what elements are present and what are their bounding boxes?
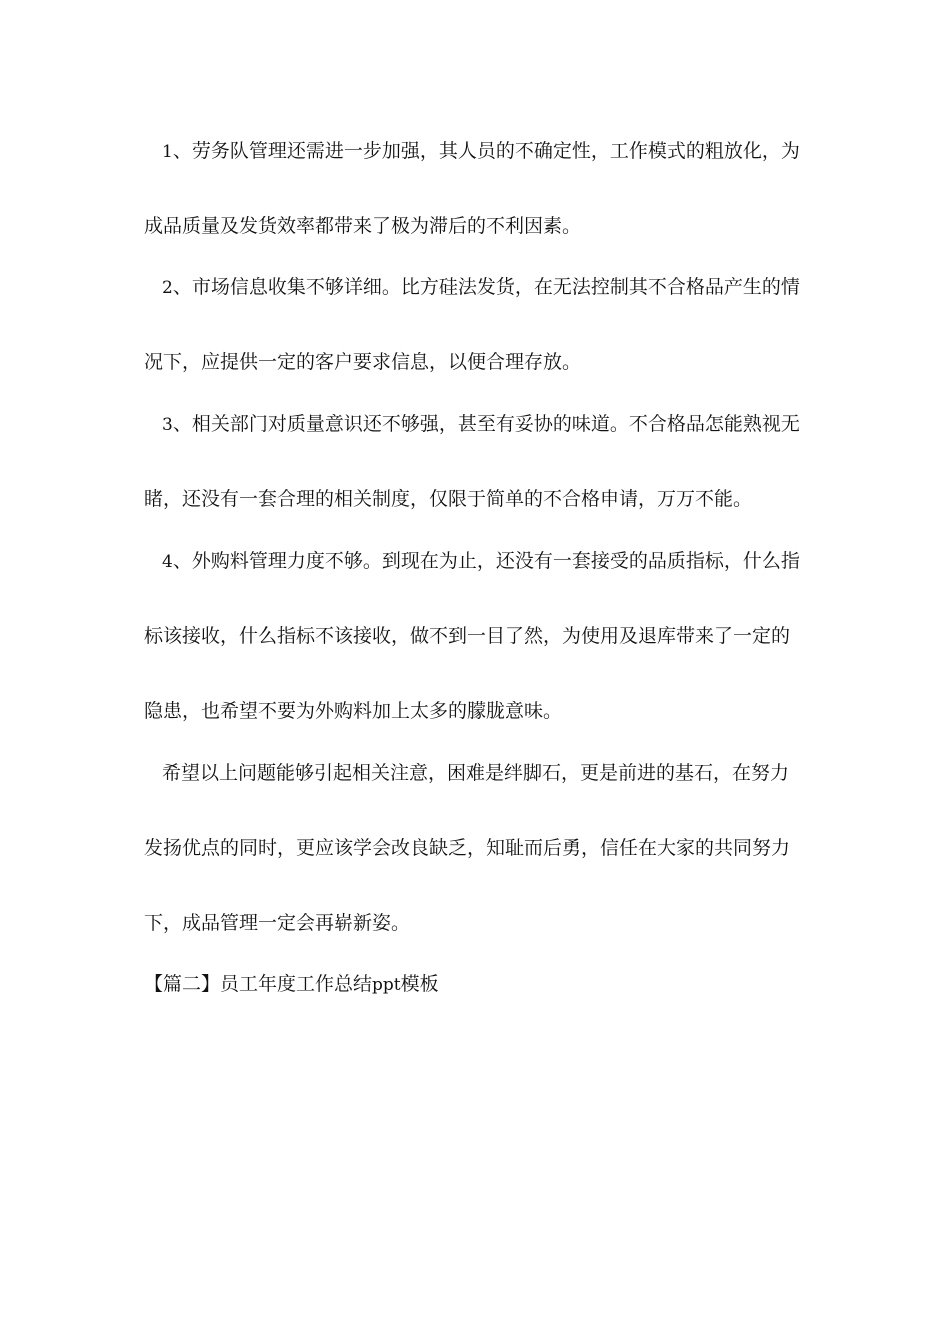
paragraph-3-line-2: 睹，还没有一套合理的相关制度，仅限于简单的不合格申请，万万不能。 bbox=[144, 488, 753, 510]
paragraph-1-line-2: 成品质量及发货效率都带来了极为滞后的不利因素。 bbox=[144, 215, 582, 237]
line-text: 、市场信息收集不够详细。比方硅法发货，在无法控制其不合格品产生的情 bbox=[172, 276, 800, 298]
section-heading-prefix: 【篇二】员工年度工作总结 bbox=[144, 973, 373, 995]
paragraph-3-line-1 bbox=[162, 410, 832, 439]
paragraph-2-line-1 bbox=[162, 273, 832, 302]
section-heading bbox=[144, 970, 814, 999]
list-number: 3 bbox=[162, 415, 173, 435]
closing-paragraph-line-2: 发扬优点的同时，更应该学会改良缺乏，知耻而后勇，信任在大家的共同努力 bbox=[144, 837, 791, 859]
line-text: 、劳务队管理还需进一步加强，其人员的不确定性，工作模式的粗放化，为 bbox=[172, 140, 800, 162]
section-heading-latin: ppt bbox=[372, 975, 401, 995]
paragraph-4-line-1 bbox=[162, 547, 832, 576]
list-number: 1 bbox=[162, 142, 173, 162]
paragraph-1-line-1 bbox=[162, 137, 832, 166]
closing-paragraph-line-1: 希望以上问题能够引起相关注意，困难是绊脚石，更是前进的基石，在努力 bbox=[162, 762, 790, 784]
paragraph-4-line-2: 标该接收，什么指标不该接收，做不到一目了然，为使用及退库带来了一定的 bbox=[144, 625, 791, 647]
list-number: 4 bbox=[162, 552, 173, 572]
paragraph-4-line-3: 隐患，也希望不要为外购料加上太多的朦胧意味。 bbox=[144, 700, 563, 722]
list-number: 2 bbox=[162, 278, 173, 298]
paragraph-2-line-2: 况下，应提供一定的客户要求信息，以便合理存放。 bbox=[144, 351, 582, 373]
line-text: 、外购料管理力度不够。到现在为止，还没有一套接受的品质指标，什么指 bbox=[172, 550, 800, 572]
section-heading-suffix: 模板 bbox=[400, 973, 439, 995]
line-text: 、相关部门对质量意识还不够强，甚至有妥协的味道。不合格品怎能熟视无 bbox=[172, 413, 800, 435]
closing-paragraph-line-3: 下，成品管理一定会再崭新姿。 bbox=[144, 912, 411, 934]
